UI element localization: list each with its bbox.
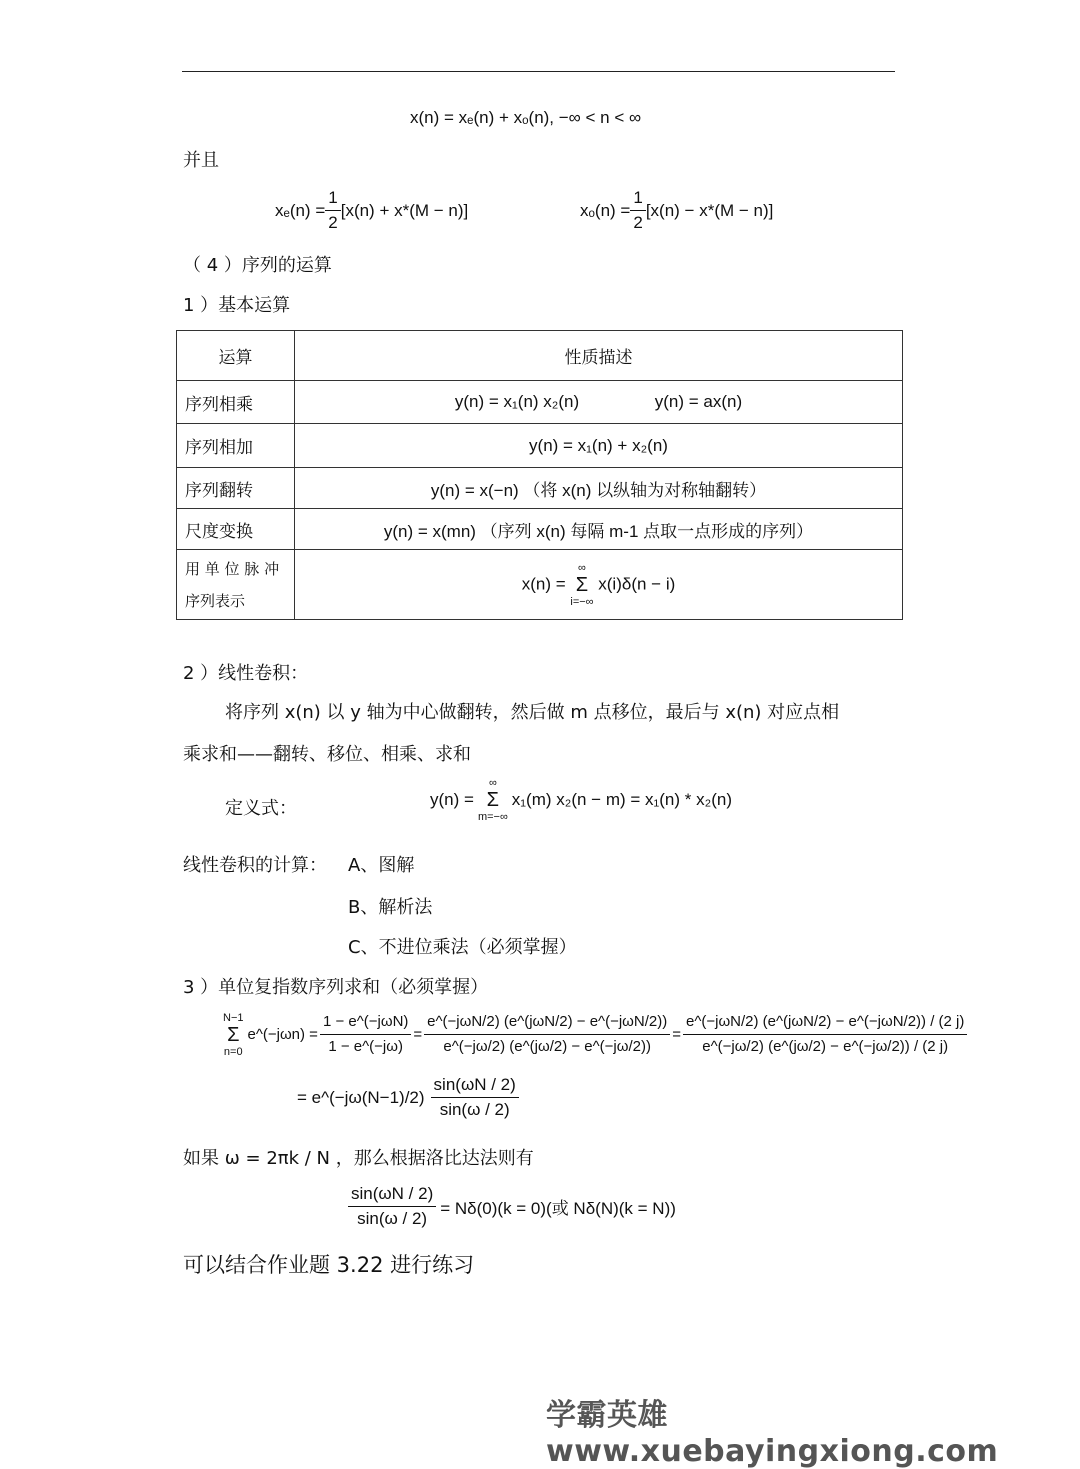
table-row <box>177 381 903 424</box>
sin-ratio-fraction: $\frac{\sin(\omega N / 2)}{\sin(\omega / 2)}$ <box>431 1073 519 1122</box>
half-fraction: $\frac{1}{2}$ <box>630 186 645 235</box>
decomposition-equation: x(n) = xₑ(n) + xₒ(n), −∞ < n < ∞ <box>410 108 642 127</box>
table-row <box>177 509 903 550</box>
impulse-rhs: x(i)δ(n − i) <box>598 573 676 593</box>
section-heading-complex-exp: 3 ）单位复指数序列求和（必须掌握） <box>183 977 489 998</box>
sin-ratio-fraction: $\frac{\sin(\omega N / 2)}{\sin(\omega / 2)}$ <box>348 1182 436 1231</box>
lhopital-condition: 如果 ω = 2πk / N ，那么根据洛比达法则有 <box>183 1148 534 1169</box>
xo-lhs: xₒ(n) = <box>580 200 631 220</box>
calc-method-b: B、解析法 <box>348 897 433 918</box>
operations-table <box>176 330 903 620</box>
table-row <box>177 550 903 620</box>
calc-method-c: C、不进位乘法（必须掌握） <box>348 937 577 958</box>
row-desc: y(n) = x₁(n) x₂(n) y(n) = ax(n) <box>295 381 903 424</box>
row-op: 尺度变换 <box>177 509 295 550</box>
summation-symbol: ∞ Σ m=−∞ <box>477 777 508 823</box>
fraction-3: $\frac{\text{e\textasciicircum{}(−jωN/2) (e\textasciicircum{}(jωN/2) − e\textasciicircum{}(−jωN/2)) / (2 j)}}{e\^{}(-j\omega/2) (e\^{}(j\omega/2) - e\^{}(-j\omega/2)) / (2 j)}$ <box>683 1010 967 1059</box>
header-op: 运算 <box>177 331 295 381</box>
xe-lhs: xₑ(n) = <box>275 200 326 220</box>
row-op-line1: 用 单 位 脉 冲 <box>185 559 280 578</box>
row-op: 序列翻转 <box>177 468 295 509</box>
summation-symbol: ∞ Σ i=−∞ <box>570 561 594 608</box>
top-rule <box>182 71 895 72</box>
convolution-description-line2: 乘求和——翻转、移位、相乘、求和 <box>183 744 471 765</box>
table-row <box>177 468 903 509</box>
row-op: 序列相加 <box>177 424 295 468</box>
row-op: 序列相乘 <box>177 381 295 424</box>
fraction-1: $\frac{\text{1 − e\textasciicircum{}(−jωN)}}{1 - e\^{}(-j\omega)}$ <box>320 1010 411 1059</box>
section-heading-4: （ 4 ）序列的运算 <box>183 255 332 276</box>
xo-equation <box>580 186 773 235</box>
row-desc: y(n) = x(−n) （将 x(n) 以纵轴为对称轴翻转） <box>295 468 903 509</box>
and-label: 并且 <box>183 150 219 171</box>
row-desc: y(n) = x(mn) （序列 x(n) 每隔 m-1 点取一点形成的序列） <box>295 509 903 550</box>
summation-symbol: N−1 Σ n=0 <box>223 1011 244 1058</box>
calc-label: 线性卷积的计算： <box>183 855 327 876</box>
table-header-row <box>177 331 903 381</box>
row-desc: y(n) = x₁(n) + x₂(n) <box>295 424 903 468</box>
section-heading-convolution: 2 ）线性卷积： <box>183 663 309 684</box>
convolution-definition: y(n) = ∞ Σ m=−∞ x₁(m) x₂(n − m) = x₁(n) * x₂(n) <box>430 777 732 823</box>
header-desc: 性质描述 <box>295 331 903 381</box>
watermark: 学霸英雄 www.xuebayingxiong.com <box>546 1398 999 1469</box>
definition-label: 定义式： <box>225 798 297 819</box>
xo-rhs: [x(n) − x*(M − n)] <box>645 200 774 220</box>
section-heading-basic-ops: 1 ）基本运算 <box>183 295 291 316</box>
row-op <box>177 550 295 620</box>
row-op-line2: 序列表示 <box>185 591 246 610</box>
geometric-sum-equation: N−1 Σ n=0 e^(−jωn) = $\frac{\text{1 − e\textasciicircum{}(−jωN)}}{1 - e\^{}(-j\omega)}$ = $\frac{\text{e\textasciicircum{}(−jωN/2) (e\textasciicircum{}(jωN/2) − e\textasciicircum{}(−jωN/2))}}{e\^{}(-j\omega/2) (e\^{}(j\omega/2) - e\^{}(-j\omega/2))}$ = $\frac{\text{e\textasciicircum{}(−jωN/2) (e\textasciicircum{}(jωN/2) − e\textasciicircum{}(−jωN/2)) / (2 j)}}{e\^{}(-j\omega/2) (e\^{}(j\omega/2) - e\^{}(-j\omega/2)) / (2 j)}$ <box>223 1010 967 1059</box>
geometric-sum-result: = e^(−jω(N−1)/2) $\frac{\sin(\omega N / 2)}{\sin(\omega / 2)}$ <box>297 1073 519 1122</box>
practice-note: 可以结合作业题 3.22 进行练习 <box>183 1253 475 1277</box>
impulse-lhs: x(n) = <box>521 573 566 593</box>
row-desc <box>295 550 903 620</box>
table-row <box>177 424 903 468</box>
convolution-description-line1: 将序列 x(n) 以 y 轴为中心做翻转，然后做 m 点移位，最后与 x(n) 对应点相 <box>225 702 840 723</box>
xe-equation <box>275 186 468 235</box>
half-fraction: $\frac{1}{2}$ <box>325 186 340 235</box>
xe-rhs: [x(n) + x*(M − n)] <box>340 200 469 220</box>
fraction-2: $\frac{\text{e\textasciicircum{}(−jωN/2) (e\textasciicircum{}(jωN/2) − e\textasciicircum{}(−jωN/2))}}{e\^{}(-j\omega/2) (e\^{}(j\omega/2) - e\^{}(-j\omega/2))}$ <box>424 1010 670 1059</box>
lhopital-equation: $\frac{\sin(\omega N / 2)}{\sin(\omega / 2)}$ = Nδ(0)(k = 0)(或 Nδ(N)(k = N)) <box>348 1182 676 1231</box>
calc-method-a: A、图解 <box>348 855 415 876</box>
